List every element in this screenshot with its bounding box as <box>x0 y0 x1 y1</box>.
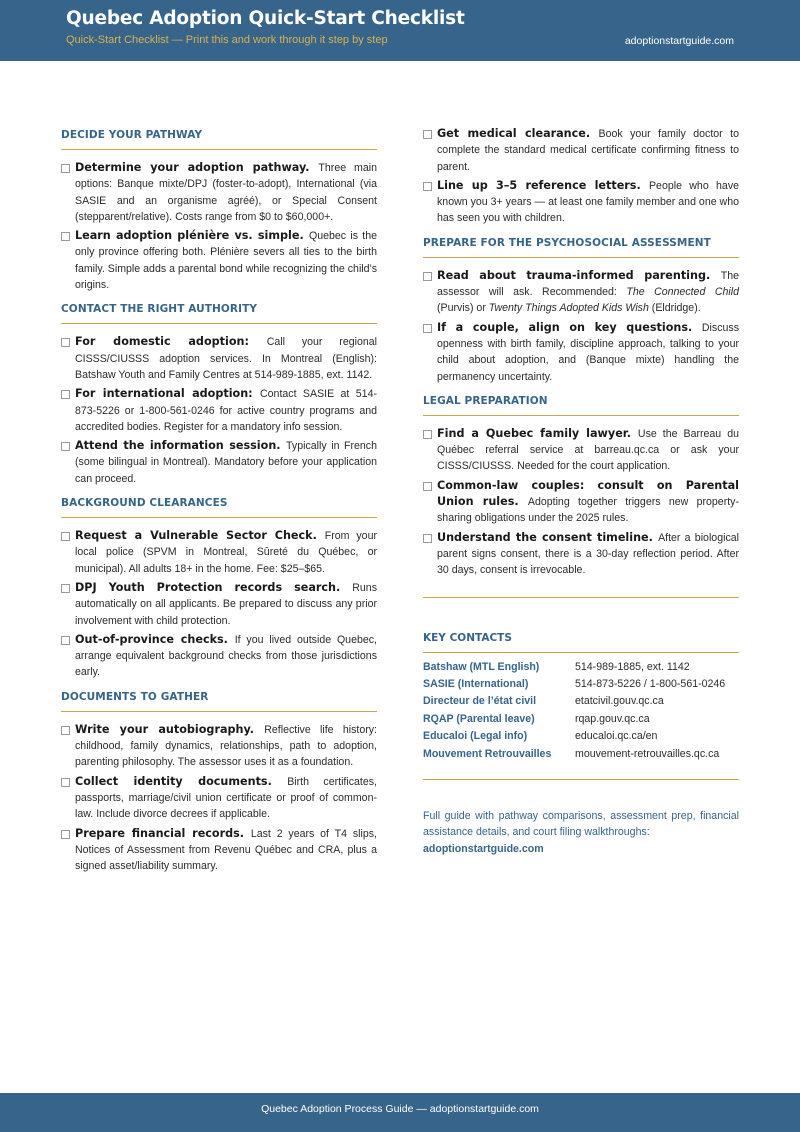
section-title: DOCUMENTS TO GATHER <box>61 691 377 712</box>
checklist-item[interactable] <box>423 426 739 475</box>
checklist-item[interactable] <box>423 478 739 527</box>
page-header <box>0 0 800 61</box>
checkbox[interactable] <box>423 482 432 491</box>
item-body: Last 2 years of T4 slips, Notices of Assessment from Revenu Québec and CRA, plus a signed asset/liability summary. <box>75 827 377 873</box>
item-body: People who have known you 3+ years — at least one family member and one who has seen you with children. <box>437 179 740 225</box>
item-lead: Attend the information session. <box>75 439 287 453</box>
contact-value[interactable]: educaloi.qc.ca/en <box>575 730 658 743</box>
checklist-item[interactable] <box>423 178 739 227</box>
contact-row <box>423 676 739 693</box>
book-title: The Connected Child <box>626 286 739 299</box>
item-lead: Request a Vulnerable Sector Check. <box>75 529 325 543</box>
item-lead: Read about trauma-informed parenting. <box>437 268 721 282</box>
item-body: Typically in French (some bilingual in Montreal). Mandatory before your application can proceed. <box>75 440 377 485</box>
item-body: (Eldridge). <box>648 302 701 315</box>
contact-value[interactable]: 514-989-1885, ext. 1142 <box>575 660 690 673</box>
contact-value[interactable]: rqap.gouv.qc.ca <box>575 712 650 725</box>
checklist-item[interactable] <box>61 580 377 629</box>
item-body: Contact SASIE at 514-873-5226 or 1-800-561-0246 for active country programs and accredited bodies. Register for a mandatory info session. <box>75 388 377 433</box>
checkbox[interactable] <box>61 442 70 451</box>
guide-text: Full guide with pathway comparisons, assessment prep, financial assistance details, and court filing walkthroughs: <box>423 809 739 839</box>
item-lead: Out-of-province checks. <box>75 632 235 646</box>
checkbox[interactable] <box>61 390 70 399</box>
footer-text: Quebec Adoption Process Guide — adoptionstartguide.com <box>261 1103 539 1115</box>
full-guide-note <box>423 808 739 857</box>
contact-value[interactable]: mouvement-retrouvailles.qc.ca <box>575 747 720 760</box>
contact-name: Mouvement Retrouvailles <box>423 747 552 760</box>
checkbox[interactable] <box>61 636 70 645</box>
item-body: Use the Barreau du Québec referral service at barreau.qc.ca or ask your CISSS/CIUSSS. Needed for the court application. <box>437 427 739 473</box>
checklist-item[interactable] <box>423 530 739 579</box>
contact-name: RQAP (Parental leave) <box>423 712 535 725</box>
contact-name: Educaloi (Legal info) <box>423 730 528 743</box>
item-lead: Line up 3–5 reference letters. <box>437 178 649 192</box>
item-lead: For domestic adoption: <box>75 335 267 349</box>
checkbox[interactable] <box>61 338 70 347</box>
guide-link[interactable]: adoptionstartguide.com <box>423 842 544 855</box>
checklist-item[interactable] <box>61 528 377 577</box>
section-title: LEGAL PREPARATION <box>423 395 739 416</box>
checklist-item[interactable] <box>423 320 739 385</box>
page-title: Quebec Adoption Quick-Start Checklist <box>66 8 465 29</box>
contact-name: Batshaw (MTL English) <box>423 660 540 673</box>
item-lead: DPJ Youth Protection records search. <box>75 580 353 594</box>
contact-value[interactable]: 514-873-5226 / 1-800-561-0246 <box>575 677 726 690</box>
item-lead: Collect identity documents. <box>75 774 288 788</box>
book-title: Twenty Things Adopted Kids Wish <box>488 302 649 315</box>
checkbox[interactable] <box>61 584 70 593</box>
key-contacts-title: KEY CONTACTS <box>423 632 739 653</box>
item-lead: Determine your adoption pathway. <box>75 161 319 174</box>
right-column <box>423 126 739 857</box>
item-body: Adopting together triggers new property-sharing obligations under the 2025 rules. <box>437 496 739 525</box>
item-lead: If a couple, align on key questions. <box>437 320 702 334</box>
item-body: Quebec is the only province offering both. Plénière severs all ties to the birth family. Simple adds a parental bond while recognizing the child’s origins. <box>75 230 377 292</box>
contact-name: SASIE (International) <box>423 677 529 690</box>
checkbox[interactable] <box>423 430 432 439</box>
checkbox[interactable] <box>61 532 70 541</box>
item-lead: Common-law couples: consult on Parental Union rules. <box>437 478 739 509</box>
contacts-table <box>423 659 739 763</box>
checklist-item[interactable] <box>61 228 377 293</box>
section-title: PREPARE FOR THE PSYCHOSOCIAL ASSESSMENT <box>423 237 739 258</box>
item-body: Discuss openness with birth family, discipline approach, talking to your child about adoption, and (Banque mixte) handling the permanency uncertainty. <box>437 321 739 383</box>
item-body: If you lived outside Quebec, arrange equivalent background checks from those jurisdictions early. <box>75 633 377 679</box>
checklist-item[interactable] <box>423 268 739 317</box>
checklist-item[interactable] <box>61 160 377 225</box>
checklist-item[interactable] <box>61 826 377 875</box>
checklist-item[interactable] <box>61 774 377 823</box>
page-subtitle: Quick-Start Checklist — Print this and work through it step by step <box>66 34 388 46</box>
item-body: The assessor will ask. Recommended: <box>437 269 739 299</box>
item-lead: Prepare financial records. <box>75 826 251 840</box>
item-body: Birth certificates, passports, marriage/civil union certificate or proof of common-law. Include divorce decrees if applicable. <box>75 775 377 821</box>
contact-value[interactable]: etatcivil.gouv.qc.ca <box>575 695 664 708</box>
contact-row <box>423 659 739 676</box>
item-lead: Write your autobiography. <box>75 722 265 736</box>
item-lead: For international adoption: <box>75 387 261 401</box>
item-body: After a biological parent signs consent, there is a 30-day reflection period. After 30 days, consent is irrevocable. <box>437 531 739 577</box>
checkbox[interactable] <box>61 726 70 735</box>
item-body: Book your family doctor to complete the standard medical certificate confirming fitness to parent. <box>437 128 739 173</box>
contact-name: Directeur de l’état civil <box>423 695 537 708</box>
checklist-item[interactable] <box>61 632 377 681</box>
checkbox[interactable] <box>423 130 432 139</box>
item-lead: Find a Quebec family lawyer. <box>437 426 638 440</box>
contact-row <box>423 711 739 728</box>
checkbox[interactable] <box>423 324 432 333</box>
contact-row <box>423 728 739 745</box>
contact-row <box>423 746 739 763</box>
section-divider <box>423 597 739 598</box>
checkbox[interactable] <box>423 534 432 543</box>
page-footer <box>0 1093 800 1132</box>
checklist-item[interactable] <box>61 438 377 487</box>
item-body: Reflective life history: childhood, family dynamics, relationships, path to adoption, parenting philosophy. The assessor uses it as a foundation. <box>75 723 377 769</box>
checklist-item[interactable] <box>61 722 377 771</box>
contact-row <box>423 693 739 710</box>
checkbox[interactable] <box>61 164 70 173</box>
checkbox[interactable] <box>423 272 432 281</box>
checkbox[interactable] <box>61 830 70 839</box>
checklist-item[interactable] <box>61 334 377 383</box>
checklist-item[interactable] <box>61 386 377 435</box>
header-site-link[interactable]: adoptionstartguide.com <box>624 35 734 47</box>
section-divider <box>423 779 739 780</box>
item-lead: Learn adoption plénière vs. simple. <box>75 229 309 243</box>
section-title: BACKGROUND CLEARANCES <box>61 497 377 518</box>
section-title: CONTACT THE RIGHT AUTHORITY <box>61 303 377 324</box>
item-body: Call your regional CISSS/CIUSSS adoption services. In Montreal (English): Batshaw Youth and Family Centres at 514-989-1885, ext. 1142. <box>75 336 377 381</box>
item-body: (Purvis) or <box>437 302 489 315</box>
item-body: From your local police (SPVM in Montreal, Sûreté du Québec, or municipal). All adults 18+ in the home. Fee: $25–$65. <box>75 530 377 575</box>
checkbox[interactable] <box>61 232 70 241</box>
item-body: Three main options: Banque mixte/DPJ (foster-to-adopt), International (via SASIE and an organisme agréé), or Special Consent (stepparent/relative). Costs range from $0 to $60,000+. <box>75 162 377 223</box>
checklist-item[interactable] <box>423 126 739 175</box>
item-body: Runs automatically on all applicants. Be prepared to discuss any prior involvement with child protection. <box>75 581 377 627</box>
checkbox[interactable] <box>61 778 70 787</box>
section-title: DECIDE YOUR PATHWAY <box>61 129 377 150</box>
left-column <box>61 126 377 877</box>
checkbox[interactable] <box>423 182 432 191</box>
item-lead: Get medical clearance. <box>437 127 599 140</box>
item-lead: Understand the consent timeline. <box>437 530 659 544</box>
